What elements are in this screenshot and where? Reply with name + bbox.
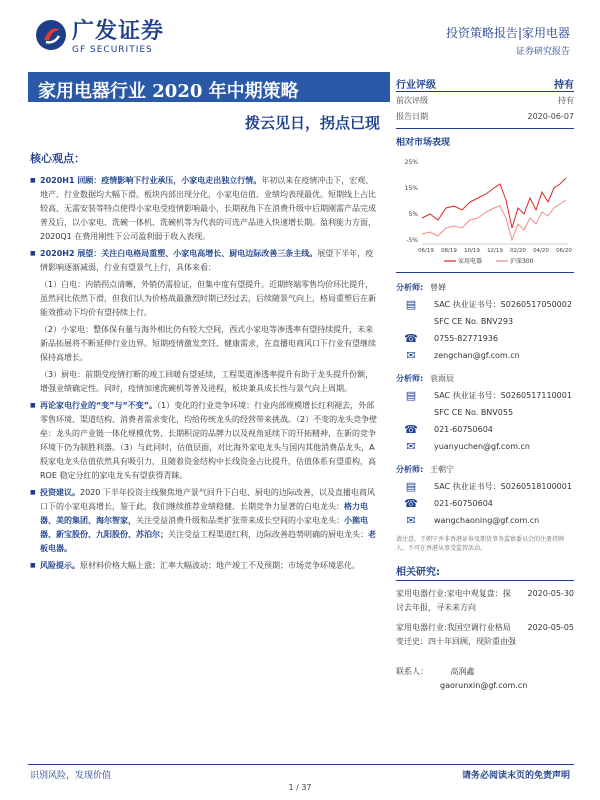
footer-divider <box>28 764 574 765</box>
related-item[interactable] <box>396 587 574 615</box>
related-research-title: 相关研究: <box>396 563 574 581</box>
report-title: 家用电器行业 2020 年中期策略 <box>28 72 390 102</box>
analyst-email[interactable]: zengchan@gf.com.cn <box>434 351 520 360</box>
prev-rating-row <box>396 92 574 108</box>
rating-label: 行业评级 <box>396 80 436 91</box>
logo-cn-text: 广发证券 <box>72 19 165 44</box>
analyst-block-1 <box>396 279 574 364</box>
core-heading: 核心观点： <box>30 152 85 165</box>
bullet-text: 原材料价格大幅上涨；汇率大幅波动；地产竣工不及预期；市场竞争环境恶化。 <box>80 561 360 570</box>
contact-email[interactable]: gaorunxin@gf.com.cn <box>440 681 528 690</box>
legend-appliance: 家用电器 <box>458 258 483 265</box>
x-tick-label: 06/19 <box>418 248 434 254</box>
bullet-text: （1）变化的行业竞争环境：行业内部规模增长红利褪去，外部零售环境、渠道结构、消费者需求变化，均给传统龙头的经营带来挑战。（2）不变的龙头竞争壁垒：龙头的产业链一体化规模优势、长期积淀的品牌力以及视角延续下的开拓精神，在新的竞争环境下仍为制胜利器。（3）与此同时，估值层面，对比海外家电龙头与国内其他消费品龙头，A 股家电龙头估值依然具有吸引力，且随着资金结构中长线资金占比提升，估值体系有望重构，高 ROE 稳定分红的家电龙头有望获得青睐。 <box>40 401 378 480</box>
email-icon: ✉ <box>406 514 416 527</box>
analyst-block-3 <box>396 461 574 529</box>
y-tick-label: -5% <box>406 237 418 244</box>
footer-disclaimer-note: 请务必阅读末页的免责声明 <box>461 771 570 781</box>
related-item-text: 家用电器行业:我国空调行业格局变迁史：四十年回顾，现阶重由强 <box>396 623 516 646</box>
analyst-email[interactable]: yuanyuchen@gf.com.cn <box>434 442 530 451</box>
contact-name: 高润鑫 <box>450 667 475 676</box>
series-appliance-line <box>422 178 566 228</box>
bullet-text: 年初以来在疫情冲击下，宏观、地产、行业数据均大幅下滑。板块内部出现分化，小家电估值、业绩均表现最优。短期线上占比较高、无需安装等特点使得小家电受疫情影响最小，长期视角下在消费升级中后期刚需产品完成普及后，以小家电、洗碗一体机、洗碗机等为代表的可选产品进入快速增长期。盈利能力方面，2020Q1 在费用刚性下公司盈利弱于收入表现。 <box>40 176 376 241</box>
analyst-name: 王朝宁 <box>430 465 454 474</box>
bullet-bold: 2020H2 展望：关注白电格局重塑、小家电高增长、厨电边际改善三条主线。 <box>40 249 318 258</box>
analyst-email[interactable]: wangchaoning@gf.com.cn <box>434 516 540 525</box>
analyst-sac: SAC 执业证书号：S0260518100001 <box>434 482 572 491</box>
phone-icon: ☎ <box>404 332 418 345</box>
phone-icon: ☎ <box>404 497 418 510</box>
analyst-label: 分析师: <box>396 374 424 383</box>
email-icon: ✉ <box>406 349 416 362</box>
analyst-label: 分析师: <box>396 465 424 474</box>
phone-icon: ☎ <box>404 423 418 436</box>
y-tick-label: 25% <box>404 159 418 166</box>
divider <box>396 272 574 273</box>
analyst-phone: 021-60750604 <box>434 425 493 434</box>
outlook-para-kitchen: （3）厨电：前期受疫情打断的竣工回暖有望延续，工程渠道渗透率提升有助于龙头提升份额，增强业绩确定性。同时，疫情加速洗碗机等普及进程，板块兼具成长性与景气向上周期。 <box>40 370 374 393</box>
email-icon: ✉ <box>406 440 416 453</box>
x-tick-label: 04/20 <box>533 248 549 254</box>
bullet-bold: 老板电器。 <box>40 530 376 553</box>
gf-logo <box>34 14 164 55</box>
core-bullet-change <box>30 399 380 483</box>
chart-legend <box>444 257 534 265</box>
legend-csi300: 沪深300 <box>510 258 534 265</box>
report-type: 投资策略报告|家用电器 <box>445 26 570 40</box>
analyst-disclaimer: 请注意，王朝宁并非香港证券及期货事务监察委员会的注册持牌人，不可在香港从事受监管活动。 <box>396 536 565 552</box>
core-views <box>30 150 380 576</box>
rating-value: 持有 <box>554 80 574 91</box>
bullet-bold: 格力电器、美的集团、海尔智家， <box>40 502 368 525</box>
divider <box>396 128 574 129</box>
certificate-icon: ▤ <box>405 389 417 402</box>
bullet-bold: 小熊电器、新宝股份、九阳股份、苏泊尔； <box>40 516 368 539</box>
bullet-bold: 风险提示。 <box>40 561 80 570</box>
bullet-text: 2020 下半年投资主线聚焦地产景气回升下白电、厨电的边际改善，以及直播电商风口下的小家电高增长，鉴于此，我们继续推荐业绩稳健、长期竞争力显著的白电龙头： <box>40 488 375 511</box>
bullet-bold: 投资建议。 <box>40 488 80 497</box>
chart-svg <box>396 148 574 268</box>
outlook-para-small-appliances: （2）小家电：整体保有量与海外相比仍有较大空间，西式小家电等渗透率有望持续提升，未来新品拓展将不断延伸行业边界。短期疫情激发烹饪、健康需求，在直播电商风口下行业有望继续保持高增长。 <box>40 325 376 362</box>
core-bullet-outlook <box>30 247 380 275</box>
x-tick-label: 12/19 <box>487 248 503 254</box>
relative-performance-chart <box>396 148 574 268</box>
x-tick-label: 06/20 <box>556 248 572 254</box>
rating-header <box>396 72 574 92</box>
x-tick-label: 02/20 <box>510 248 526 254</box>
related-item[interactable] <box>396 621 574 649</box>
analyst-label: 分析师: <box>396 283 424 292</box>
logo-en-text: GF SECURITIES <box>72 45 153 55</box>
analyst-sfc: SFC CE No. BNV055 <box>434 408 514 417</box>
prev-rating-value: 持有 <box>558 95 574 105</box>
analyst-phone: 0755-82771936 <box>434 334 498 343</box>
bullet-text: 关注受益消费升级和品类扩张带来成长空间的小家电龙头： <box>136 516 344 525</box>
core-bullet-risk <box>30 559 380 573</box>
analyst-name: 曾婵 <box>430 283 446 292</box>
report-date-value: 2020-06-07 <box>527 111 574 121</box>
chart-title: 相对市场表现 <box>396 138 451 148</box>
bullet-bold: 2020H1 回顾：疫情影响下行业承压，小家电走出独立行情。 <box>40 176 262 185</box>
core-bullet-review <box>30 174 380 244</box>
related-item-text: 家用电器行业:家电中观复盘：探讨去年报，寻未来方向 <box>396 589 511 612</box>
bullet-bold: 再论家电行业的“变”与“不变”。 <box>40 401 158 410</box>
gf-logo-icon <box>34 18 68 52</box>
y-tick-label: 5% <box>408 211 418 218</box>
analyst-name: 袁雨辰 <box>430 374 454 383</box>
related-item-date: 2020-05-30 <box>527 589 574 598</box>
x-tick-label: 10/19 <box>464 248 480 254</box>
x-axis-ticks <box>418 248 572 254</box>
analyst-phone: 021-60750604 <box>434 499 493 508</box>
report-date-label: 报告日期 <box>396 111 428 121</box>
y-axis-ticks <box>405 159 419 244</box>
bullet-text: 展望下半年，疫情影响逐渐减弱，行业有望景气上行，具体来看： <box>40 249 374 272</box>
report-sub: 证券研究报告 <box>515 47 570 57</box>
footer-slogan: 识别风险，发现价值 <box>30 771 112 781</box>
page-header <box>0 0 600 72</box>
related-item-date: 2020-05-05 <box>527 623 574 632</box>
core-bullet-investment <box>30 486 380 556</box>
series-csi300-line <box>422 200 566 240</box>
outlook-para-white-goods: （1）白电：内销拐点清晰，外销仍需验证，但集中度有望提升。近期终端零售均价环比提升，虽然同比依然下滑，但我们认为价格战最激烈时期已经过去，后续随景气向上，格局重塑后在新能效推动下均价有望持续上行。 <box>40 280 376 317</box>
contact-label: 联系人： <box>396 667 428 676</box>
analyst-sac: SAC 执业证书号：S0260517050002 <box>434 300 572 309</box>
analyst-block-2 <box>396 370 574 455</box>
report-date-row <box>396 108 574 124</box>
prev-rating-label: 前次评级 <box>396 95 428 105</box>
y-tick-label: 15% <box>404 185 418 192</box>
contact-block <box>396 665 574 693</box>
certificate-icon: ▤ <box>405 298 417 311</box>
page-number: 1 / 37 <box>288 783 312 792</box>
bullet-text: 关注受益工程渠道红利，边际改善趋势明确的厨电龙头： <box>168 530 368 539</box>
x-tick-label: 08/19 <box>441 248 457 254</box>
report-subtitle: 拨云见日，拐点已现 <box>244 114 380 132</box>
sidebar <box>396 72 574 693</box>
certificate-icon: ▤ <box>405 480 417 493</box>
analyst-sfc: SFC CE No. BNV293 <box>434 317 514 326</box>
analyst-sac: SAC 执业证书号：S0260517110001 <box>434 391 572 400</box>
